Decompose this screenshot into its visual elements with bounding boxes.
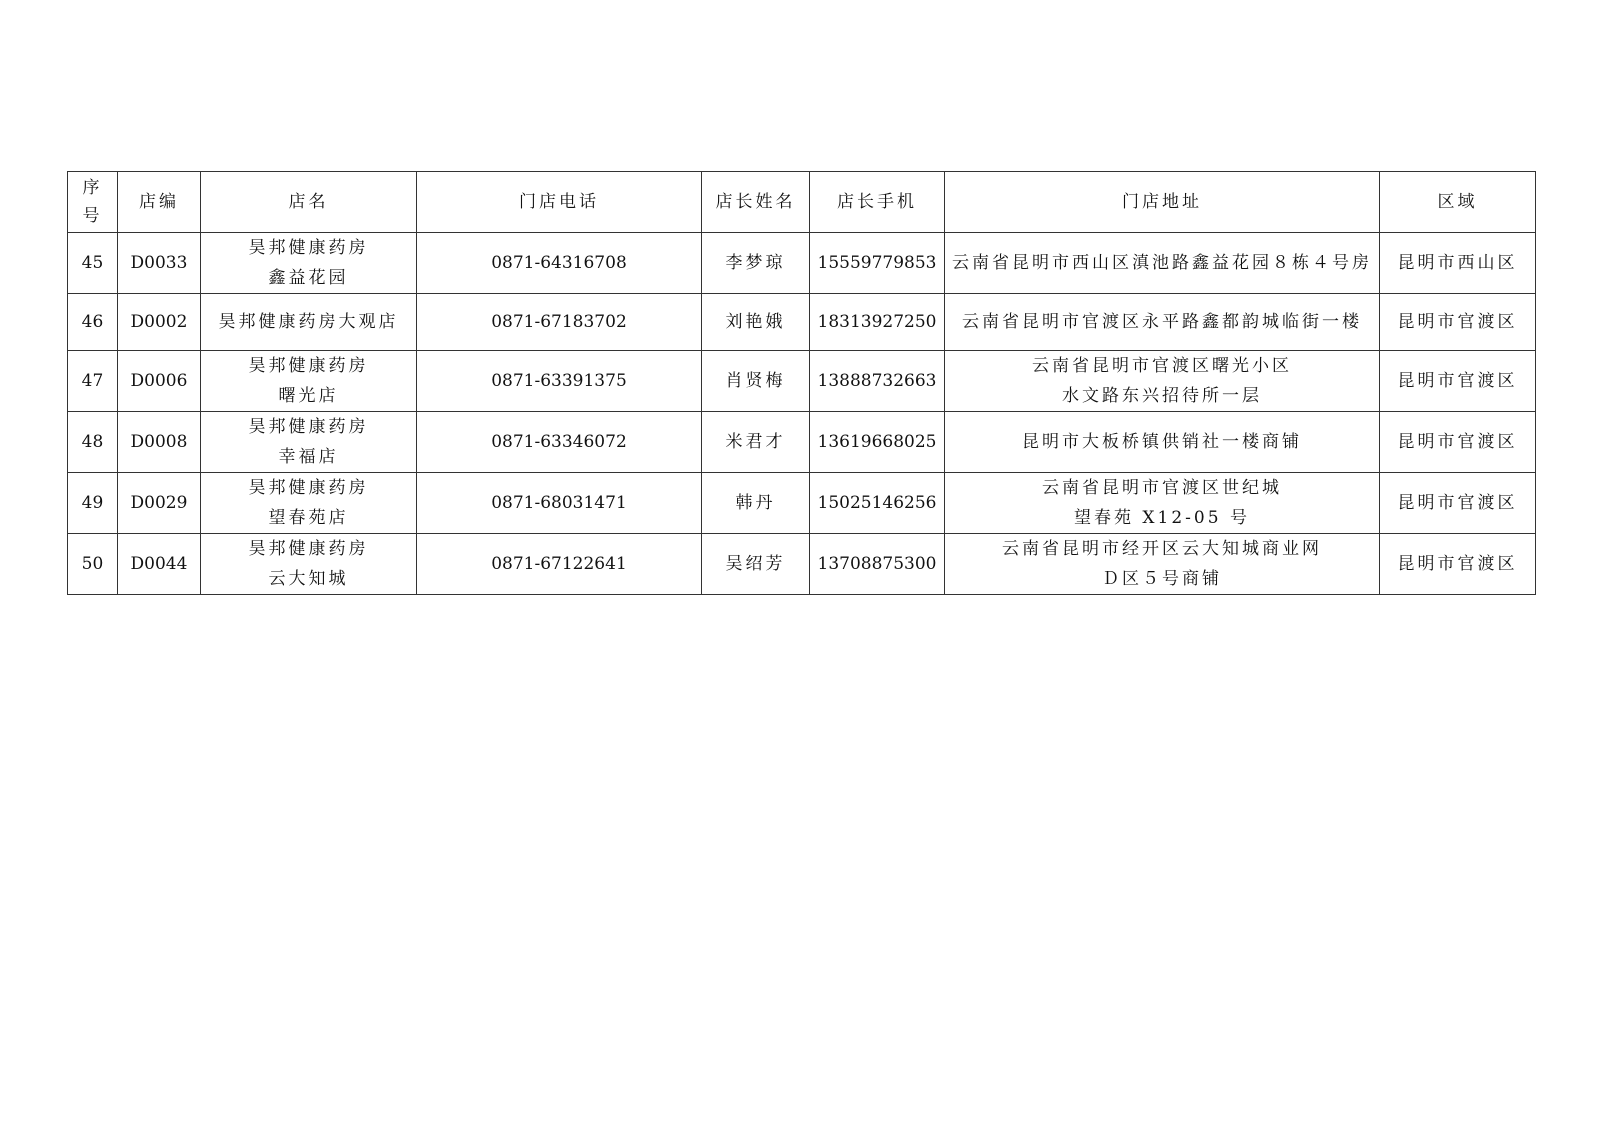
cell-address-line1: 云南省昆明市经开区云大知城商业网 [1002,539,1322,559]
cell-mobile: 13619668025 [810,412,945,473]
cell-name [201,473,417,534]
cell-manager: 李梦琼 [702,233,810,294]
header-name: 店名 [201,172,417,233]
cell-address [945,233,1380,294]
cell-name-line2: 曙光店 [278,386,339,406]
cell-name-line1: 昊邦健康药房大观店 [218,312,399,332]
cell-address [945,294,1380,351]
cell-mobile: 15025146256 [810,473,945,534]
header-seq [68,172,118,233]
cell-name [201,351,417,412]
header-mobile: 店长手机 [810,172,945,233]
cell-address [945,351,1380,412]
header-row [68,172,1536,233]
cell-address [945,534,1380,595]
cell-name-line2: 鑫益花园 [268,268,349,288]
cell-name-line1: 昊邦健康药房 [248,417,369,437]
cell-name-line1: 昊邦健康药房 [248,238,369,258]
cell-name-line2: 幸福店 [278,447,339,467]
cell-region: 昆明市官渡区 [1380,294,1536,351]
cell-name [201,412,417,473]
cell-region: 昆明市官渡区 [1380,351,1536,412]
cell-address-line1: 昆明市大板桥镇供销社一楼商铺 [1022,432,1302,452]
cell-code: D0006 [118,351,201,412]
header-manager: 店长姓名 [702,172,810,233]
cell-name [201,294,417,351]
cell-mobile: 13708875300 [810,534,945,595]
cell-address [945,412,1380,473]
table-row [68,412,1536,473]
cell-address-line2: 水文路东兴招待所一层 [1062,386,1262,406]
header-code: 店编 [118,172,201,233]
table-row [68,473,1536,534]
header-phone: 门店电话 [417,172,702,233]
cell-address-line1: 云南省昆明市官渡区永平路鑫都韵城临街一楼 [962,312,1362,332]
table-row [68,351,1536,412]
cell-manager: 米君才 [702,412,810,473]
table-row [68,534,1536,595]
cell-manager: 吴绍芳 [702,534,810,595]
cell-region: 昆明市官渡区 [1380,473,1536,534]
cell-phone: 0871-63346072 [417,412,702,473]
cell-manager: 刘艳娥 [702,294,810,351]
cell-code: D0033 [118,233,201,294]
cell-address-line2: Ｄ区５号商铺 [1102,569,1222,589]
table-row [68,294,1536,351]
cell-phone: 0871-67183702 [417,294,702,351]
cell-manager: 肖贤梅 [702,351,810,412]
header-address: 门店地址 [945,172,1380,233]
cell-phone: 0871-64316708 [417,233,702,294]
cell-code: D0008 [118,412,201,473]
cell-seq: 45 [68,233,118,294]
header-seq-top: 序 [82,178,103,198]
cell-address-line1: 云南省昆明市西山区滇池路鑫益花园８栋４号房 [952,253,1372,273]
store-table [67,171,1536,595]
cell-name-line2: 望春苑店 [268,508,349,528]
cell-code: D0029 [118,473,201,534]
cell-address-line1: 云南省昆明市官渡区曙光小区 [1032,356,1292,376]
cell-name-line1: 昊邦健康药房 [248,356,369,376]
cell-region: 昆明市官渡区 [1380,412,1536,473]
cell-address [945,473,1380,534]
cell-name-line1: 昊邦健康药房 [248,539,369,559]
cell-seq: 50 [68,534,118,595]
cell-phone: 0871-67122641 [417,534,702,595]
cell-seq: 49 [68,473,118,534]
header-region: 区域 [1380,172,1536,233]
cell-manager: 韩丹 [702,473,810,534]
cell-region: 昆明市官渡区 [1380,534,1536,595]
cell-name [201,534,417,595]
cell-address-line2: 望春苑 X12-05 号 [1074,508,1250,528]
table-row [68,233,1536,294]
cell-name-line2: 云大知城 [268,569,349,589]
cell-phone: 0871-68031471 [417,473,702,534]
cell-phone: 0871-63391375 [417,351,702,412]
cell-mobile: 15559779853 [810,233,945,294]
cell-seq: 48 [68,412,118,473]
cell-mobile: 18313927250 [810,294,945,351]
cell-address-line1: 云南省昆明市官渡区世纪城 [1042,478,1282,498]
cell-code: D0002 [118,294,201,351]
cell-mobile: 13888732663 [810,351,945,412]
cell-code: D0044 [118,534,201,595]
cell-name-line1: 昊邦健康药房 [248,478,369,498]
header-seq-bottom: 号 [82,206,103,226]
cell-region: 昆明市西山区 [1380,233,1536,294]
cell-seq: 46 [68,294,118,351]
cell-seq: 47 [68,351,118,412]
cell-name [201,233,417,294]
